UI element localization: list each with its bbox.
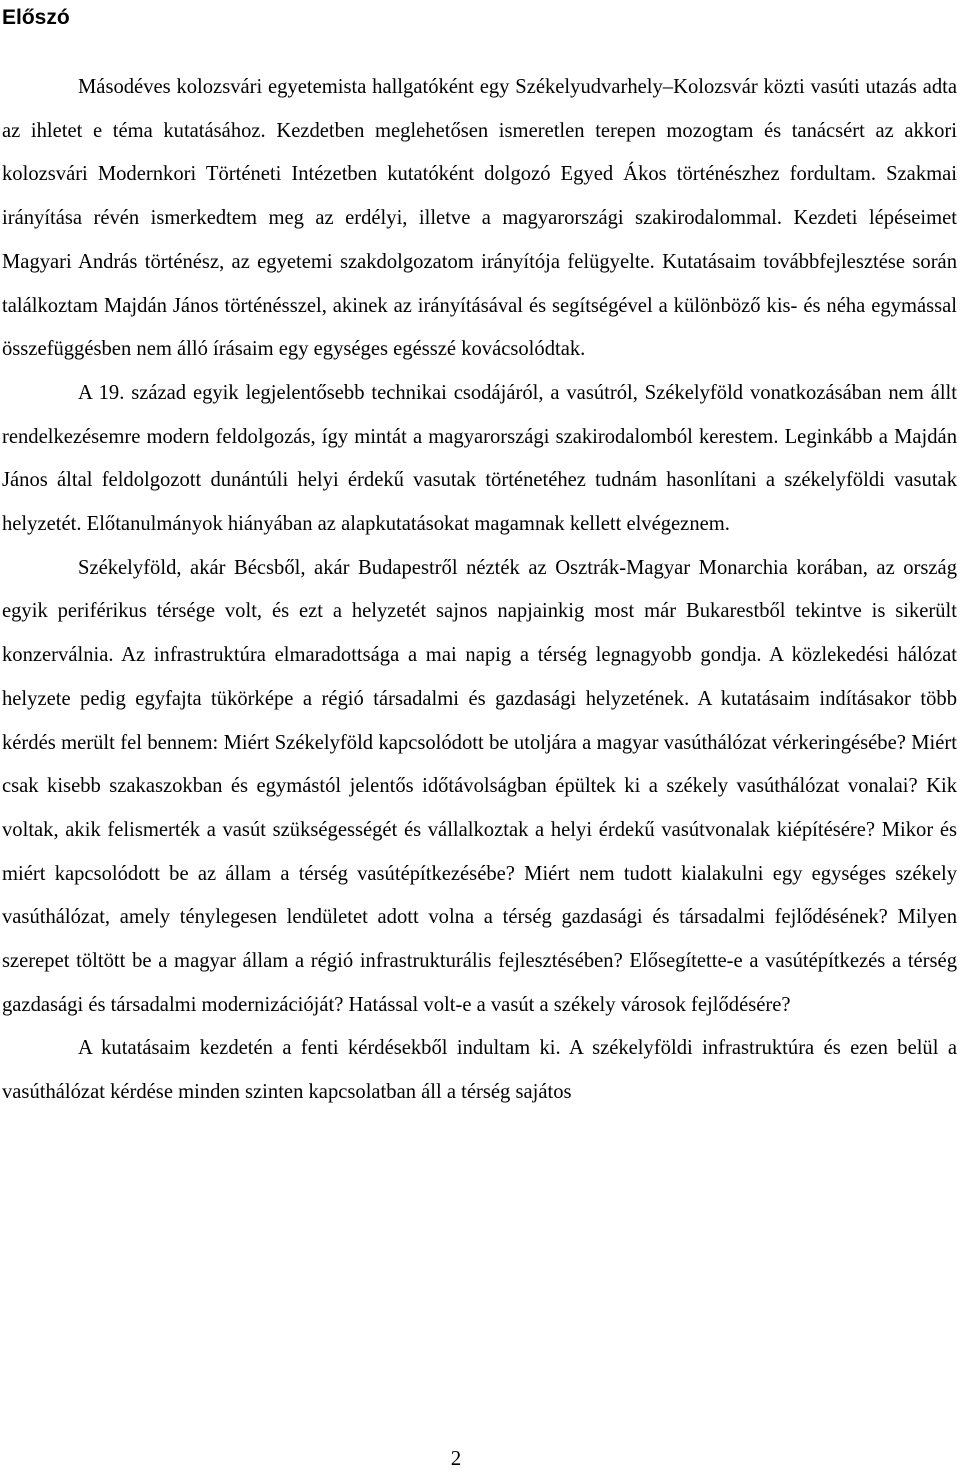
paragraph-4: A kutatásaim kezdetén a fenti kérdésekből indultam ki. A székelyföldi infrastruktúra és ezen belül a vasúthálózat kérdése minden szinten kapcsolatban áll a térség sajátos: [2, 1037, 957, 1104]
page-title: Előszó: [2, 6, 70, 29]
paragraph-1: Másodéves kolozsvári egyetemista hallgatóként egy Székelyudvarhely–Kolozsvár közti vasúti utazás adta az ihletet e téma kutatásához. Kezdetben meglehetősen ismeretlen terepen mozogtam és tanácsért az akkori kolozsvári Modernkori Történeti Intézetben kutatóként dolgozó Egyed Ákos történészhez fordultam. Szakmai irányítása révén ismerkedtem meg az erdélyi, illetve a magyarországi szakirodalommal. Kezdeti lépéseimet Magyari András történész, az egyetemi szakdolgozatom irányítója felügyelte. Kutatásaim továbbfejlesztése során találkoztam Majdán János történésszel, akinek az irányításával és segítségével a különböző kis- és néha egymással összefüggésben nem álló írásaim egy egységes egésszé kovácsolódtak.: [2, 76, 957, 361]
page-number: 2: [450, 1446, 462, 1470]
paragraph-2: A 19. század egyik legjelentősebb technikai csodájáról, a vasútról, Székelyföld vonatkozásában nem állt rendelkezésemre modern feldolgozás, így mintát a magyarországi szakirodalomból kerestem. Leginkább a Majdán János által feldolgozott dunántúli helyi érdekű vasutak történetéhez tudnám hasonlítani a székelyföldi vasutak helyzetét. Előtanulmányok hiányában az alapkutatásokat magamnak kellett elvégeznem.: [2, 381, 957, 536]
body-text: [2, 66, 957, 1115]
paragraph-3: Székelyföld, akár Bécsből, akár Budapestről nézték az Osztrák-Magyar Monarchia korában, az ország egyik periférikus térsége volt, és ezt a helyzetét sajnos napjainkig most már Bukarestből tekintve is sikerült konzerválnia. Az infrastruktúra elmaradottsága a mai napig a térség legnagyobb gondja. A közlekedési hálózat helyzete pedig egyfajta tükörképe a régió társadalmi és gazdasági helyzetének. A kutatásaim indításakor több kérdés merült fel bennem: Miért Székelyföld kapcsolódott be utoljára a magyar vasúthálózat vérkeringésébe? Miért csak kisebb szakaszokban és egymástól jelentős időtávolságban épültek ki a székely vasúthálózat vonalai? Kik voltak, akik felismerték a vasút szükségességét és vállalkoztak a helyi érdekű vasútvonalak kiépítésére? Mikor és miért kapcsolódott be az állam a térség vasútépítkezésébe? Miért nem tudott kialakulni egy egységes székely vasúthálózat, amely ténylegesen lendületet adott volna a térség gazdasági és társadalmi fejlődésének? Milyen szerepet töltött be a magyar állam a régió infrastrukturális fejlesztésében? Elősegítette-e a vasútépítkezés a térség gazdasági és társadalmi modernizációját? Hatással volt-e a vasút a székely városok fejlődésére?: [2, 556, 957, 1016]
